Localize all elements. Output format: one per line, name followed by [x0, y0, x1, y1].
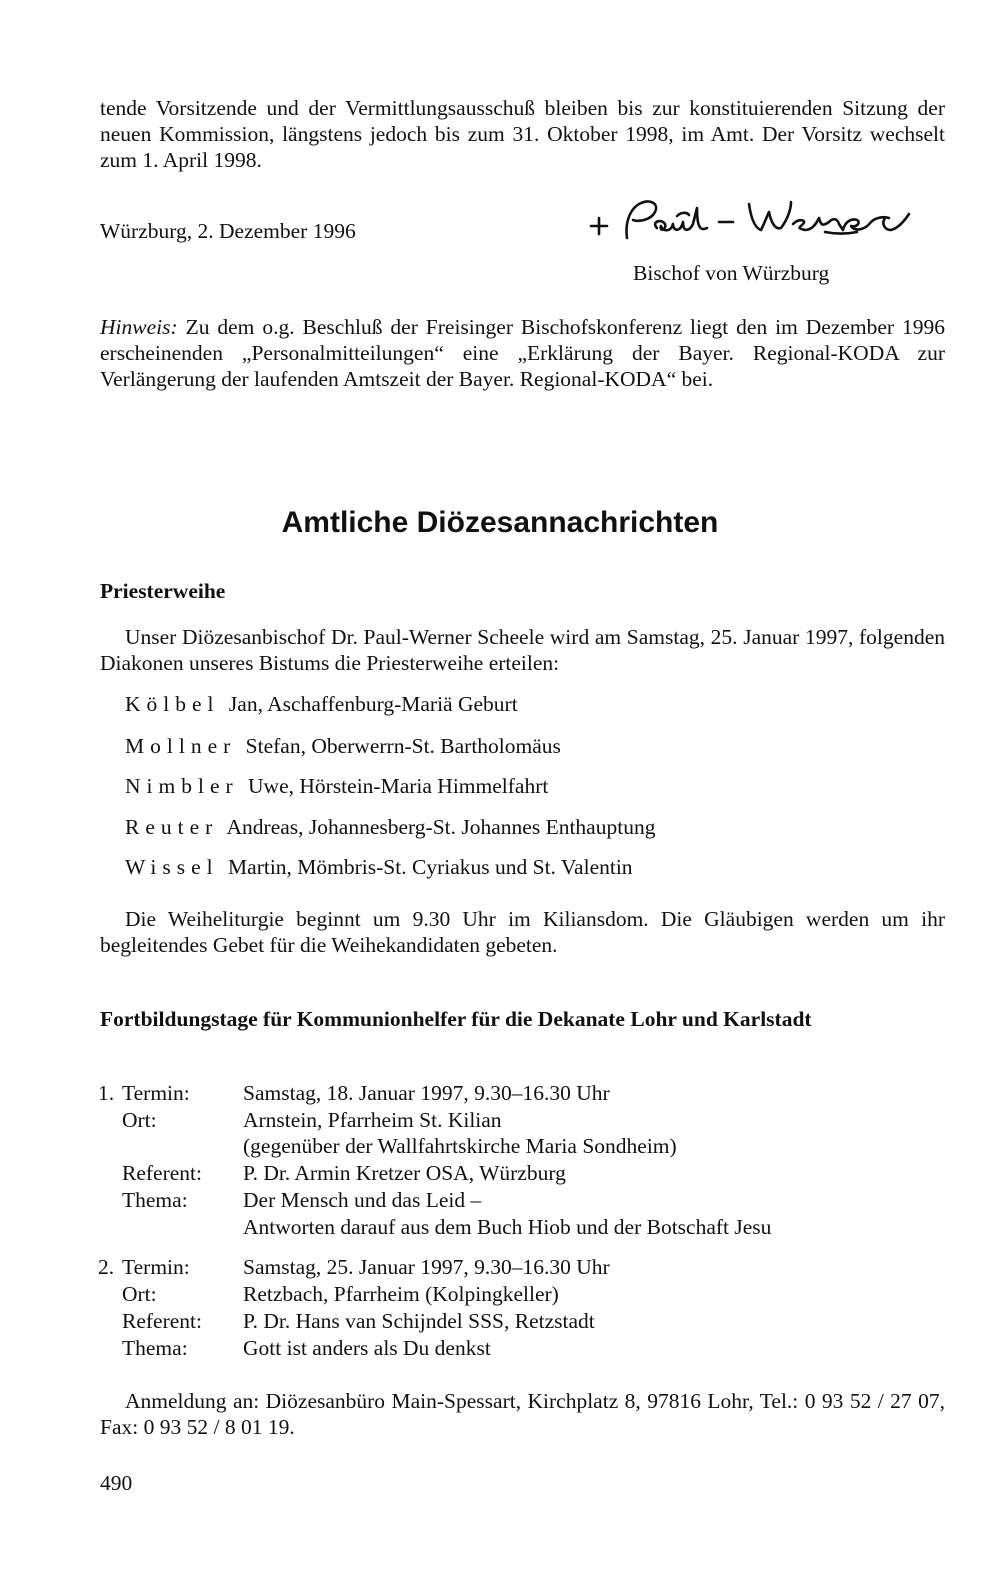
- place-date: Würzburg, 2. Dezember 1996: [100, 219, 356, 243]
- schedule-row: [0, 1254, 1000, 1280]
- termin-label: Termin:: [122, 1081, 190, 1105]
- deacon-surname: Kölbel: [125, 692, 220, 716]
- fortbildung-heading: Fortbildungstage für Kommunionhelfer für die Dekanate Lohr und Karlstadt: [100, 1007, 812, 1031]
- ort-label: Ort:: [122, 1108, 157, 1132]
- schedule-row: [0, 1308, 1000, 1334]
- schedule-row: [0, 1133, 1000, 1159]
- schedule-row: [0, 1214, 1000, 1240]
- priesterweihe-heading: Priesterweihe: [100, 579, 226, 603]
- section-heading: Amtliche Diözesannachrichten: [281, 506, 719, 539]
- thema-value: Gott ist anders als Du denkst: [243, 1336, 491, 1360]
- deacon-entry: [125, 814, 655, 840]
- hinweis-text: Zu dem o.g. Beschluß der Freisinger Bischofskonferenz liegt den im Dezember 1996 erscheinenden „Personalmitteilungen“ eine „Erklärung der Bayer. Regional-KODA zur Verlängerung der laufenden Amtszeit der Bayer. Regional-KODA“ bei.: [100, 315, 946, 391]
- termin-label: Termin:: [122, 1255, 190, 1279]
- ort-label: Ort:: [122, 1282, 157, 1306]
- deacon-surname: Reuter: [125, 815, 219, 839]
- referent-value: P. Dr. Hans van Schijndel SSS, Retzstadt: [243, 1309, 595, 1333]
- referent-label: Referent:: [122, 1161, 202, 1185]
- ort-value: Arnstein, Pfarrheim St. Kilian: [243, 1108, 502, 1132]
- referent-value: P. Dr. Armin Kretzer OSA, Würzburg: [243, 1161, 566, 1185]
- thema-extra: Antworten darauf aus dem Buch Hiob und der Botschaft Jesu: [243, 1215, 772, 1239]
- schedule-row: [0, 1187, 1000, 1213]
- thema-label: Thema:: [122, 1188, 188, 1212]
- ort-extra: (gegenüber der Wallfahrtskirche Maria Sondheim): [243, 1134, 677, 1158]
- priesterweihe-closing: Die Weiheliturgie beginnt um 9.30 Uhr im Kiliansdom. Die Gläubigen werden um ihr begleitendes Gebet für die Weihekandidaten gebeten.: [100, 907, 945, 957]
- page-number: 490: [100, 1471, 133, 1495]
- intro-paragraph: tende Vorsitzende und der Vermittlungsausschuß bleiben bis zur konstituierenden Sitzung der neuen Kommission, längstens jedoch bis zum 31. Oktober 1998, im Amt. Der Vorsitz wechselt zum 1. April 1998.: [100, 96, 945, 172]
- termin-number: 2.: [98, 1255, 115, 1279]
- referent-label: Referent:: [122, 1309, 202, 1333]
- bishop-signature: [585, 188, 985, 252]
- deacon-details: Stefan, Oberwerrn-St. Bartholomäus: [245, 734, 561, 758]
- deacon-entry: [125, 733, 561, 759]
- schedule-row: [0, 1160, 1000, 1186]
- ort-value: Retzbach, Pfarrheim (Kolpingkeller): [243, 1282, 559, 1306]
- hinweis-label: Hinweis:: [100, 315, 178, 339]
- deacon-surname: Wissel: [125, 855, 219, 879]
- deacon-details: Uwe, Hörstein-Maria Himmelfahrt: [248, 774, 549, 798]
- hinweis-paragraph: [100, 314, 945, 392]
- schedule-row: [0, 1281, 1000, 1307]
- schedule-row: [0, 1335, 1000, 1361]
- deacon-surname: Nimbler: [125, 774, 239, 798]
- bishop-title: Bischof von Würzburg: [633, 261, 830, 285]
- deacon-details: Andreas, Johannesberg-St. Johannes Enthauptung: [226, 815, 656, 839]
- termin-value: Samstag, 18. Januar 1997, 9.30–16.30 Uhr: [243, 1081, 610, 1105]
- termin-value: Samstag, 25. Januar 1997, 9.30–16.30 Uhr: [243, 1255, 610, 1279]
- thema-value: Der Mensch und das Leid –: [243, 1188, 482, 1212]
- schedule-row: [0, 1080, 1000, 1106]
- deacon-entry: [125, 691, 518, 717]
- termin-number: 1.: [98, 1081, 115, 1105]
- priesterweihe-intro: Unser Diözesanbischof Dr. Paul-Werner Scheele wird am Samstag, 25. Januar 1997, folgenden Diakonen unseres Bistums die Priesterweihe erteilen:: [100, 625, 945, 675]
- thema-label: Thema:: [122, 1336, 188, 1360]
- deacon-entry: [125, 773, 548, 799]
- anmeldung-paragraph: Anmeldung an: Diözesanbüro Main-Spessart, Kirchplatz 8, 97816 Lohr, Tel.: 0 93 52 / 27 07, Fax: 0 93 52 / 8 01 19.: [100, 1389, 945, 1439]
- schedule-row: [0, 1107, 1000, 1133]
- deacon-details: Jan, Aschaffenburg-Mariä Geburt: [228, 692, 518, 716]
- deacon-surname: Mollner: [125, 734, 237, 758]
- deacon-details: Martin, Mömbris-St. Cyriakus und St. Valentin: [228, 855, 633, 879]
- deacon-entry: [125, 854, 633, 880]
